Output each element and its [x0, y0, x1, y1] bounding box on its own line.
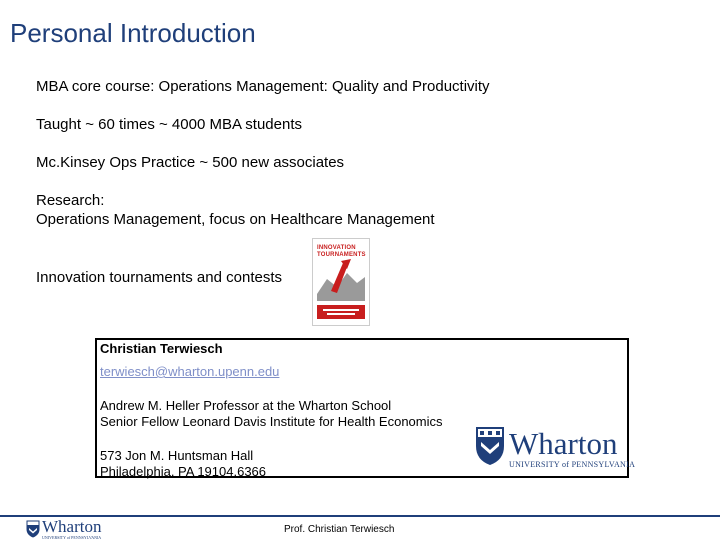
contact-address-line-1: 573 Jon M. Huntsman Hall: [100, 448, 254, 463]
contact-address-line-2: Philadelphia, PA 19104.6366: [100, 464, 267, 479]
footer-divider: [0, 515, 720, 517]
penn-shield-icon: [475, 426, 505, 466]
footer-penn-shield-icon: [26, 520, 40, 538]
wharton-logo: [475, 424, 636, 472]
book-cover-title: INNOVATION TOURNAMENTS: [317, 245, 366, 258]
footer-presenter: Prof. Christian Terwiesch: [284, 524, 395, 535]
bullet-innovation: Innovation tournaments and contests: [36, 269, 282, 286]
bullet-mckinsey: Mc.Kinsey Ops Practice ~ 500 new associates: [36, 154, 345, 171]
research-detail: Operations Management, focus on Healthcare Management: [36, 211, 435, 228]
contact-email-link[interactable]: terwiesch@wharton.upenn.edu: [100, 364, 280, 379]
footer-wharton-wordmark: Wharton: [42, 517, 102, 536]
bullet-taught: Taught ~ 60 times ~ 4000 MBA students: [36, 116, 303, 133]
footer-wharton-logo: [24, 518, 134, 540]
book-cover-art: [313, 239, 369, 325]
footer-wharton-subtitle: UNIVERSITY of PENNSYLVANIA: [42, 535, 102, 540]
contact-title-line-1: Andrew M. Heller Professor at the Wharton School: [100, 398, 392, 413]
bullet-research: [36, 191, 435, 229]
slide-title: Personal Introduction: [10, 18, 256, 48]
wharton-wordmark: Wharton: [509, 426, 618, 461]
contact-card: [95, 338, 636, 479]
contact-name: Christian Terwiesch: [100, 341, 223, 356]
contact-title-line-2: Senior Fellow Leonard Davis Institute for Health Economics: [100, 414, 443, 429]
bullet-course: MBA core course: Operations Management: Quality and Productivity: [36, 78, 490, 95]
research-heading: Research:: [36, 192, 105, 209]
wharton-subtitle: UNIVERSITY of PENNSYLVANIA: [509, 460, 636, 469]
book-cover-image: [312, 238, 370, 326]
